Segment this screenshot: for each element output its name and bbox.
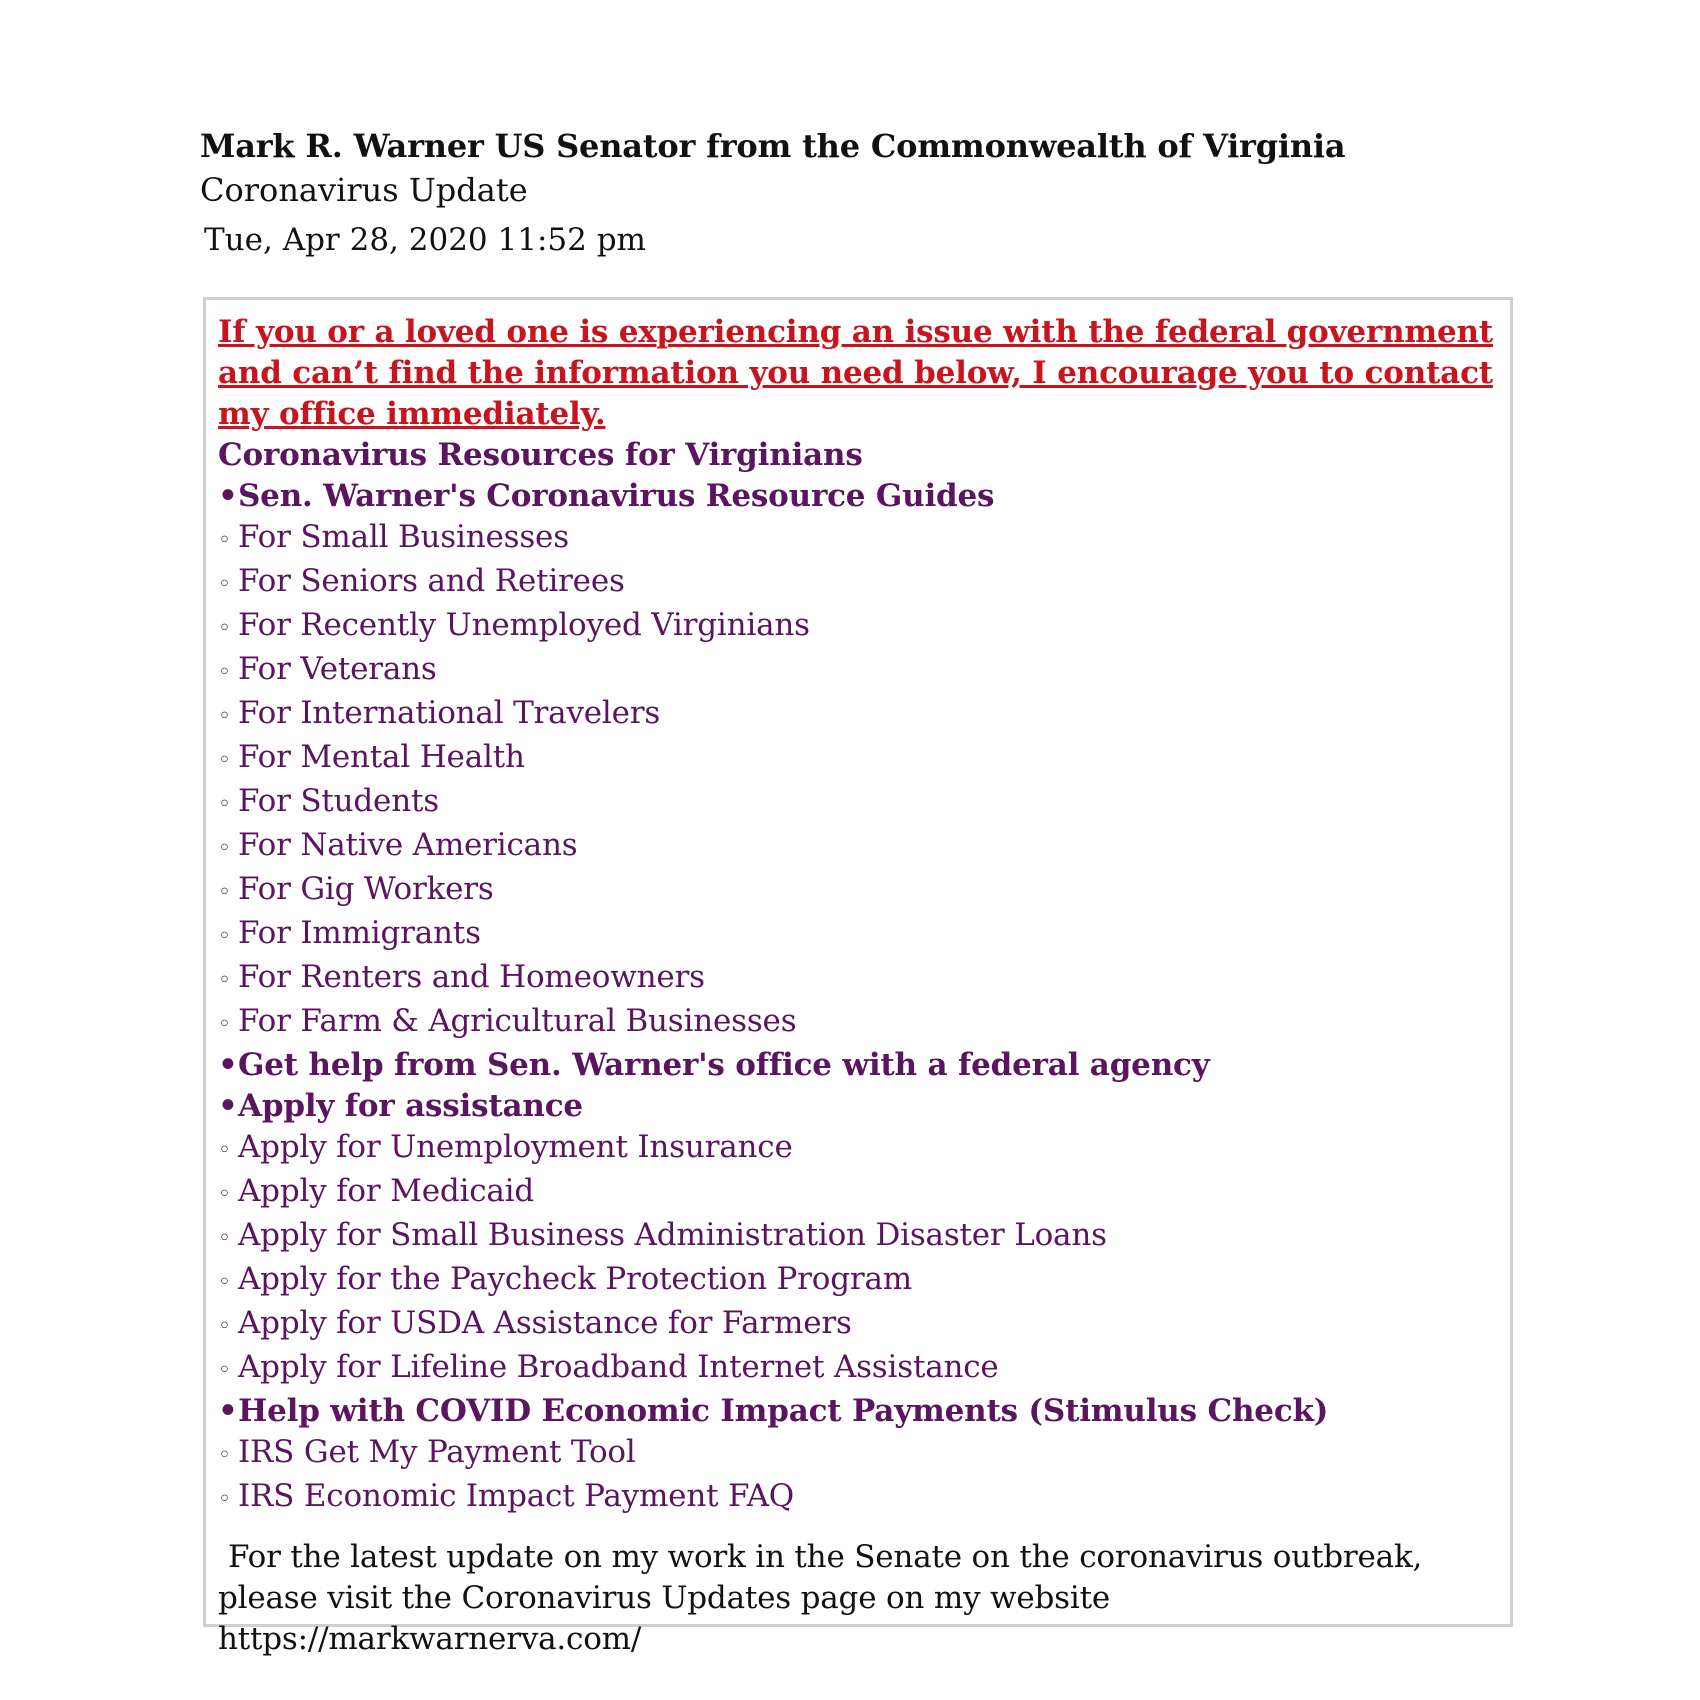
resource-link[interactable]	[218, 825, 1510, 869]
resource-label: For Students	[238, 783, 439, 819]
resource-label: For Gig Workers	[238, 871, 494, 907]
circle-bullet-icon	[218, 561, 238, 605]
circle-bullet-icon	[218, 1215, 238, 1259]
resource-label: For Renters and Homeowners	[238, 959, 705, 995]
resource-heading-link[interactable]	[218, 1391, 1510, 1432]
resource-link[interactable]	[218, 913, 1510, 957]
resource-link[interactable]	[218, 1476, 1510, 1520]
resource-label: Apply for assistance	[238, 1088, 583, 1124]
circle-bullet-icon	[218, 869, 238, 913]
resource-link[interactable]	[218, 781, 1510, 825]
circle-bullet-icon	[218, 1303, 238, 1347]
resource-label: Apply for USDA Assistance for Farmers	[238, 1305, 852, 1341]
resource-label: For Farm & Agricultural Businesses	[238, 1003, 797, 1039]
resource-heading-link[interactable]	[218, 1045, 1510, 1086]
footer-text	[218, 1537, 1498, 1660]
resource-link[interactable]	[218, 1127, 1510, 1171]
sender-title: Mark R. Warner US Senator from the Commonwealth of Virginia	[200, 127, 1346, 165]
circle-bullet-icon	[218, 1476, 238, 1520]
resource-link[interactable]	[218, 1171, 1510, 1215]
resource-label: For Seniors and Retirees	[238, 563, 625, 599]
circle-bullet-icon	[218, 1171, 238, 1215]
resource-label: Apply for Lifeline Broadband Internet Assistance	[238, 1349, 999, 1385]
resource-link[interactable]	[218, 693, 1510, 737]
resource-link[interactable]	[218, 649, 1510, 693]
resource-label: IRS Economic Impact Payment FAQ	[238, 1478, 795, 1514]
circle-bullet-icon	[218, 649, 238, 693]
bullet-icon	[218, 1086, 238, 1127]
resource-label: For Immigrants	[238, 915, 481, 951]
circle-bullet-icon	[218, 737, 238, 781]
circle-bullet-icon	[218, 781, 238, 825]
resource-label: Help with COVID Economic Impact Payments (Stimulus Check)	[238, 1393, 1329, 1429]
circle-bullet-icon	[218, 693, 238, 737]
resource-label: Apply for Unemployment Insurance	[238, 1129, 793, 1165]
resource-link[interactable]	[218, 1259, 1510, 1303]
resource-label: For Recently Unemployed Virginians	[238, 607, 810, 643]
email-date: Tue, Apr 28, 2020 11:52 pm	[204, 222, 646, 258]
circle-bullet-icon	[218, 1432, 238, 1476]
circle-bullet-icon	[218, 1347, 238, 1391]
resource-label: Get help from Sen. Warner's office with a federal agency	[238, 1047, 1210, 1083]
section-title: Coronavirus Resources for Virginians	[218, 437, 863, 473]
circle-bullet-icon	[218, 825, 238, 869]
circle-bullet-icon	[218, 1127, 238, 1171]
resource-label: Apply for Medicaid	[238, 1173, 535, 1209]
email-subject: Coronavirus Update	[200, 171, 528, 209]
resource-link[interactable]	[218, 561, 1510, 605]
resource-link[interactable]	[218, 1432, 1510, 1476]
resource-heading-link[interactable]	[218, 1086, 1510, 1127]
resource-link[interactable]	[218, 1303, 1510, 1347]
circle-bullet-icon	[218, 1001, 238, 1045]
circle-bullet-icon	[218, 913, 238, 957]
resource-label: For Mental Health	[238, 739, 525, 775]
resource-label: IRS Get My Payment Tool	[238, 1434, 636, 1470]
contact-office-link[interactable]: If you or a loved one is experiencing an issue with the federal government and can’t find the information you need below, I encourage you to contact my office immediately.	[218, 314, 1493, 432]
resource-link[interactable]	[218, 869, 1510, 913]
resource-link[interactable]	[218, 605, 1510, 649]
email-header	[200, 124, 1345, 262]
resource-link[interactable]	[218, 1215, 1510, 1259]
resource-label: Sen. Warner's Coronavirus Resource Guides	[238, 478, 995, 514]
resource-label: Apply for the Paycheck Protection Program	[238, 1261, 912, 1297]
resource-label: For Veterans	[238, 651, 437, 687]
resource-label: For Small Businesses	[238, 519, 569, 555]
circle-bullet-icon	[218, 1259, 238, 1303]
bullet-icon	[218, 476, 238, 517]
resource-label: Apply for Small Business Administration Disaster Loans	[238, 1217, 1107, 1253]
email-body-box	[203, 297, 1513, 1657]
circle-bullet-icon	[218, 517, 238, 561]
resource-link[interactable]	[218, 517, 1510, 561]
resource-label: For International Travelers	[238, 695, 661, 731]
resource-list	[218, 476, 1510, 1520]
resource-link[interactable]	[218, 737, 1510, 781]
bullet-icon	[218, 1391, 238, 1432]
resource-heading-link[interactable]	[218, 476, 1510, 517]
footer-message: For the latest update on my work in the Senate on the coronavirus outbreak, please visit the Coronavirus Updates page on my website https://markwarnerva.com/	[218, 1539, 1423, 1657]
resource-label: For Native Americans	[238, 827, 578, 863]
bullet-icon	[218, 1045, 238, 1086]
resource-link[interactable]	[218, 957, 1510, 1001]
resource-link[interactable]	[218, 1347, 1510, 1391]
circle-bullet-icon	[218, 605, 238, 649]
circle-bullet-icon	[218, 957, 238, 1001]
resource-link[interactable]	[218, 1001, 1510, 1045]
